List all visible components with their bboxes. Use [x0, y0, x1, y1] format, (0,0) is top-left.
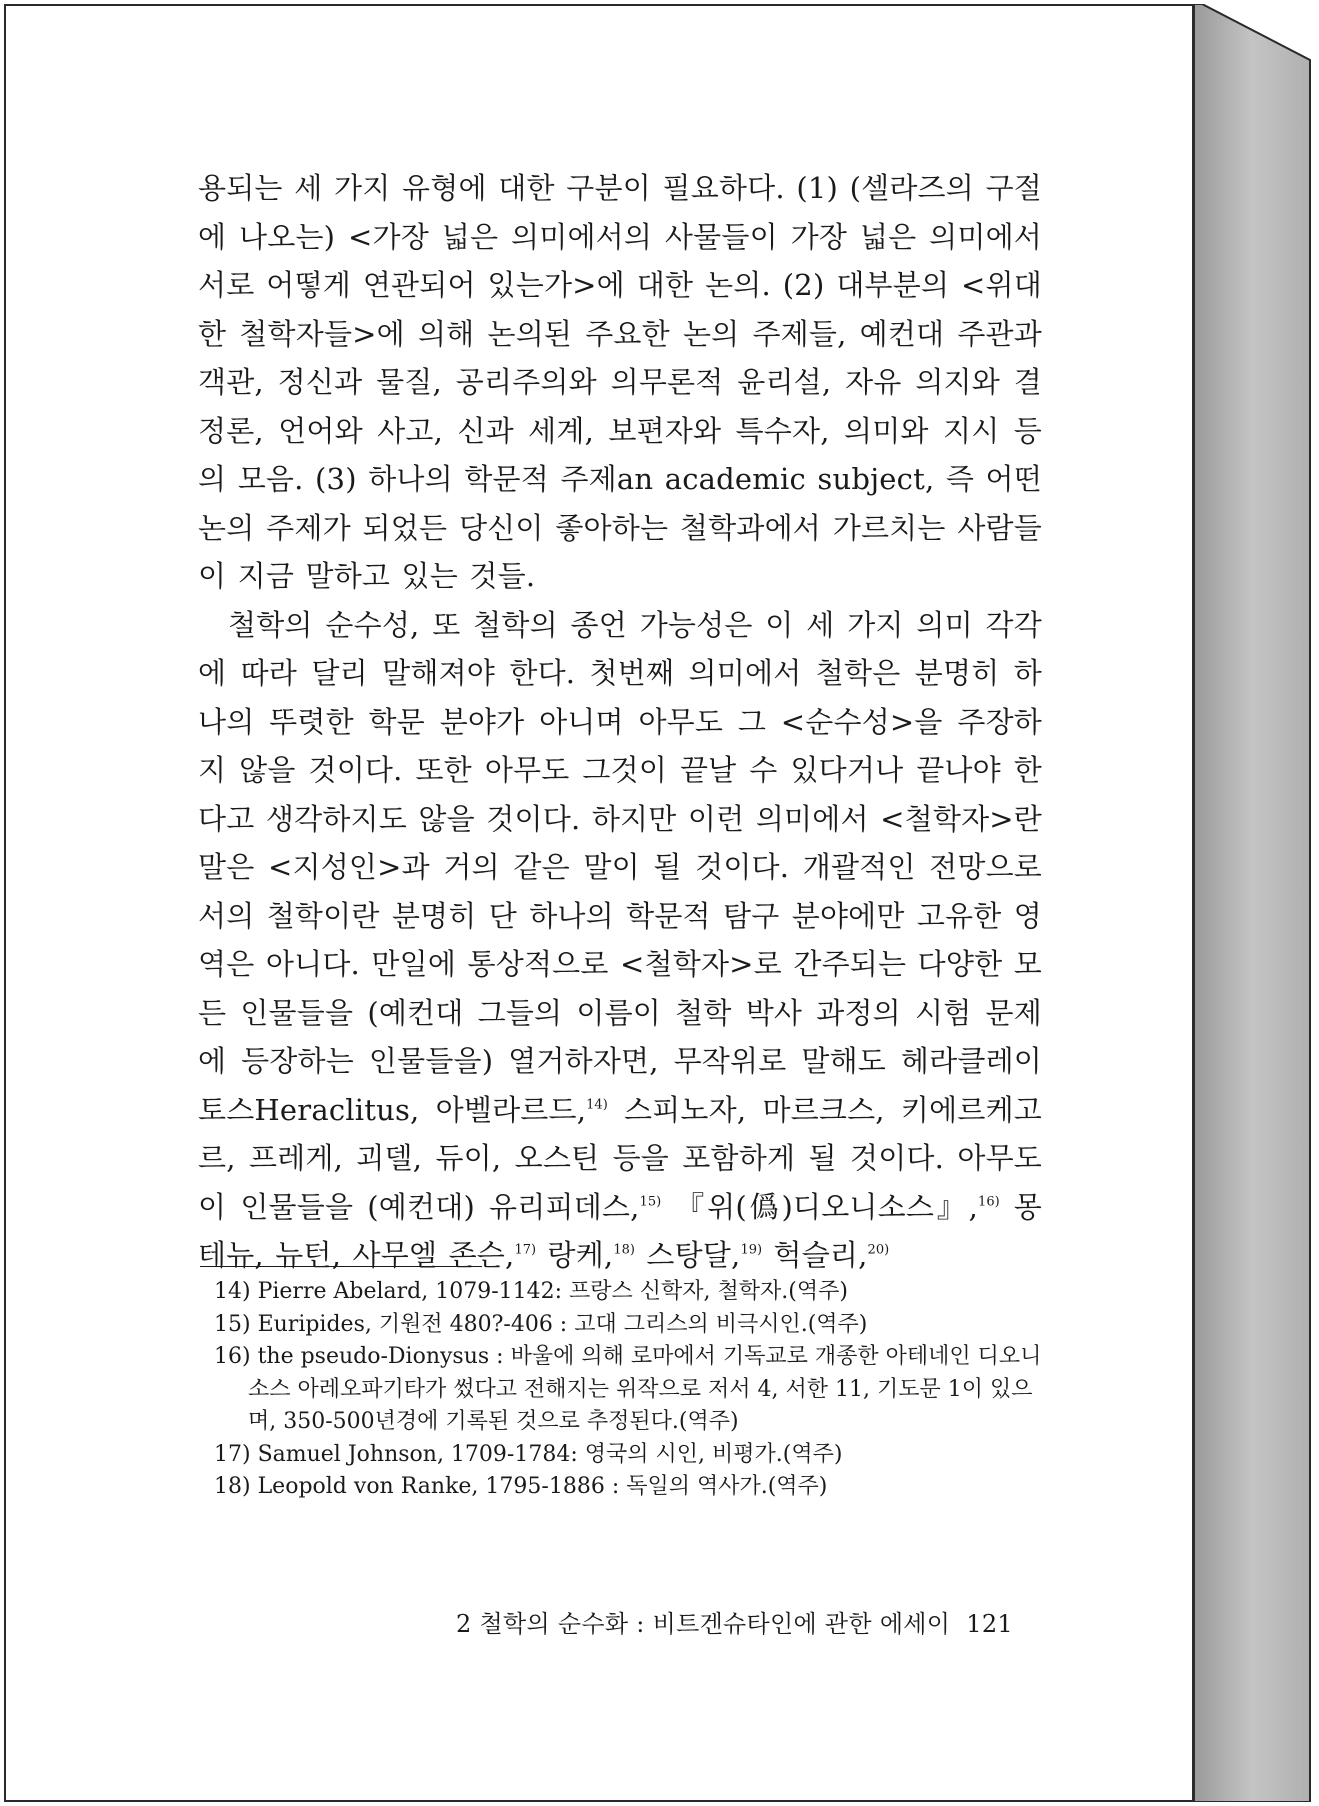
footnote-ref-20: 20): [867, 1242, 890, 1258]
running-title: 2 철학의 순수화 : 비트겐슈타인에 관한 에세이: [456, 1610, 951, 1638]
paragraph-2-text-6: 스탕달,: [634, 1238, 741, 1272]
footnote-ref-15: 15): [639, 1193, 662, 1209]
paragraph-2-text-4: 몽테뉴, 뉴턴, 사무엘 존슨,: [198, 1189, 1042, 1272]
footnote-divider: [200, 1266, 482, 1267]
paragraph-2-text-3: 『위(僞)디오니소스』,: [661, 1189, 979, 1224]
footnote-ref-14: 14): [586, 1096, 608, 1112]
page-stack-edge: [1194, 4, 1315, 1802]
footnote-16: 16) the pseudo-Dionysus : 바울에 의해 로마에서 기독교로 개종한 아테네인 디오니소스 아레오파기타가 썼다고 전해지는 위작으로 저서 4, 서한 11, 기도문 1이 있으며, 350-500년경에 기록된 것으로 추정된다.(역주): [214, 1344, 1042, 1434]
paragraph-2: [198, 601, 1042, 1280]
paragraph-2-text-2: 스피노자, 마르크스, 키에르케고르, 프레게, 괴델, 듀이, 오스틴 등을 포함하게 될 것이다. 아무도 이 인물들을 (예컨대) 유리피데스,: [198, 1092, 1042, 1224]
paragraph-2-text-5: 랑케,: [536, 1238, 614, 1272]
running-footer: [456, 1604, 1013, 1639]
paragraph-2-text-7: 헉슬리,: [762, 1238, 868, 1272]
paragraph-2-text-1: 철학의 순수성, 또 철학의 종언 가능성은 이 세 가지 의미 각각에 따라 달리 말해져야 한다. 첫번째 의미에서 철학은 분명히 하나의 뚜렷한 학문 분야가 아니며 아무도 그 <순수성>을 주장하지 않을 것이다. 또한 아무도 그것이 끝날 수 있다거나 끝나야 한다고 생각하지도 않을 것이다. 하지만 이런 의미에서 <철학자>란 말은 <지성인>과 거의 같은 말이 될 것이다. 개괄적인 전망으로서의 철학이란 분명히 단 하나의 학문적 탐구 분야에만 고유한 영역은 아니다. 만일에 통상적으로 <철학자>로 간주되는 다양한 모든 인물들을 (예컨대 그들의 이름이 철학 박사 과정의 시험 문제에 등장하는 인물들을) 열거하자면, 무작위로 말해도 헤라클레이토스Heraclitus, 아벨라르드,: [198, 607, 1042, 1127]
footnote-17: 17) Samuel Johnson, 1709-1784: 영국의 시인, 비평가.(역주): [214, 1441, 843, 1467]
body-text: [198, 164, 1042, 1280]
footnote-18: 18) Leopold von Ranke, 1795-1886 : 독일의 역사가.(역주): [214, 1474, 828, 1499]
footnote-15: 15) Euripides, 기원전 480?-406 : 고대 그리스의 비극시인.(역주): [214, 1311, 868, 1337]
footnotes: [214, 1276, 1046, 1504]
footnote-ref-17: 17): [514, 1242, 537, 1258]
footnote-ref-18: 18): [613, 1242, 635, 1258]
footnote-14: 14) Pierre Abelard, 1079-1142: 프랑스 신학자, 철학자.(역주): [214, 1279, 848, 1304]
paragraph-1: 용되는 세 가지 유형에 대한 구분이 필요하다. (1) (셀라즈의 구절에 나오는) <가장 넓은 의미에서의 사물들이 가장 넓은 의미에서 서로 어떻게 연관되어 있는가>에 대한 논의. (2) 대부분의 <위대한 철학자들>에 의해 논의된 주요한 논의 주제들, 예컨대 주관과 객관, 정신과 물질, 공리주의와 의무론적 윤리설, 자유 의지와 결정론, 언어와 사고, 신과 세계, 보편자와 특수자, 의미와 지시 등의 모음. (3) 하나의 학문적 주제an academic subject, 즉 어떤 논의 주제가 되었든 당신이 좋아하는 철학과에서 가르치는 사람들이 지금 말하고 있는 것들.: [198, 171, 1042, 593]
page-number: 121: [966, 1610, 1013, 1638]
footnote-ref-16: 16): [978, 1193, 1000, 1209]
footnote-ref-19: 19): [740, 1242, 763, 1258]
